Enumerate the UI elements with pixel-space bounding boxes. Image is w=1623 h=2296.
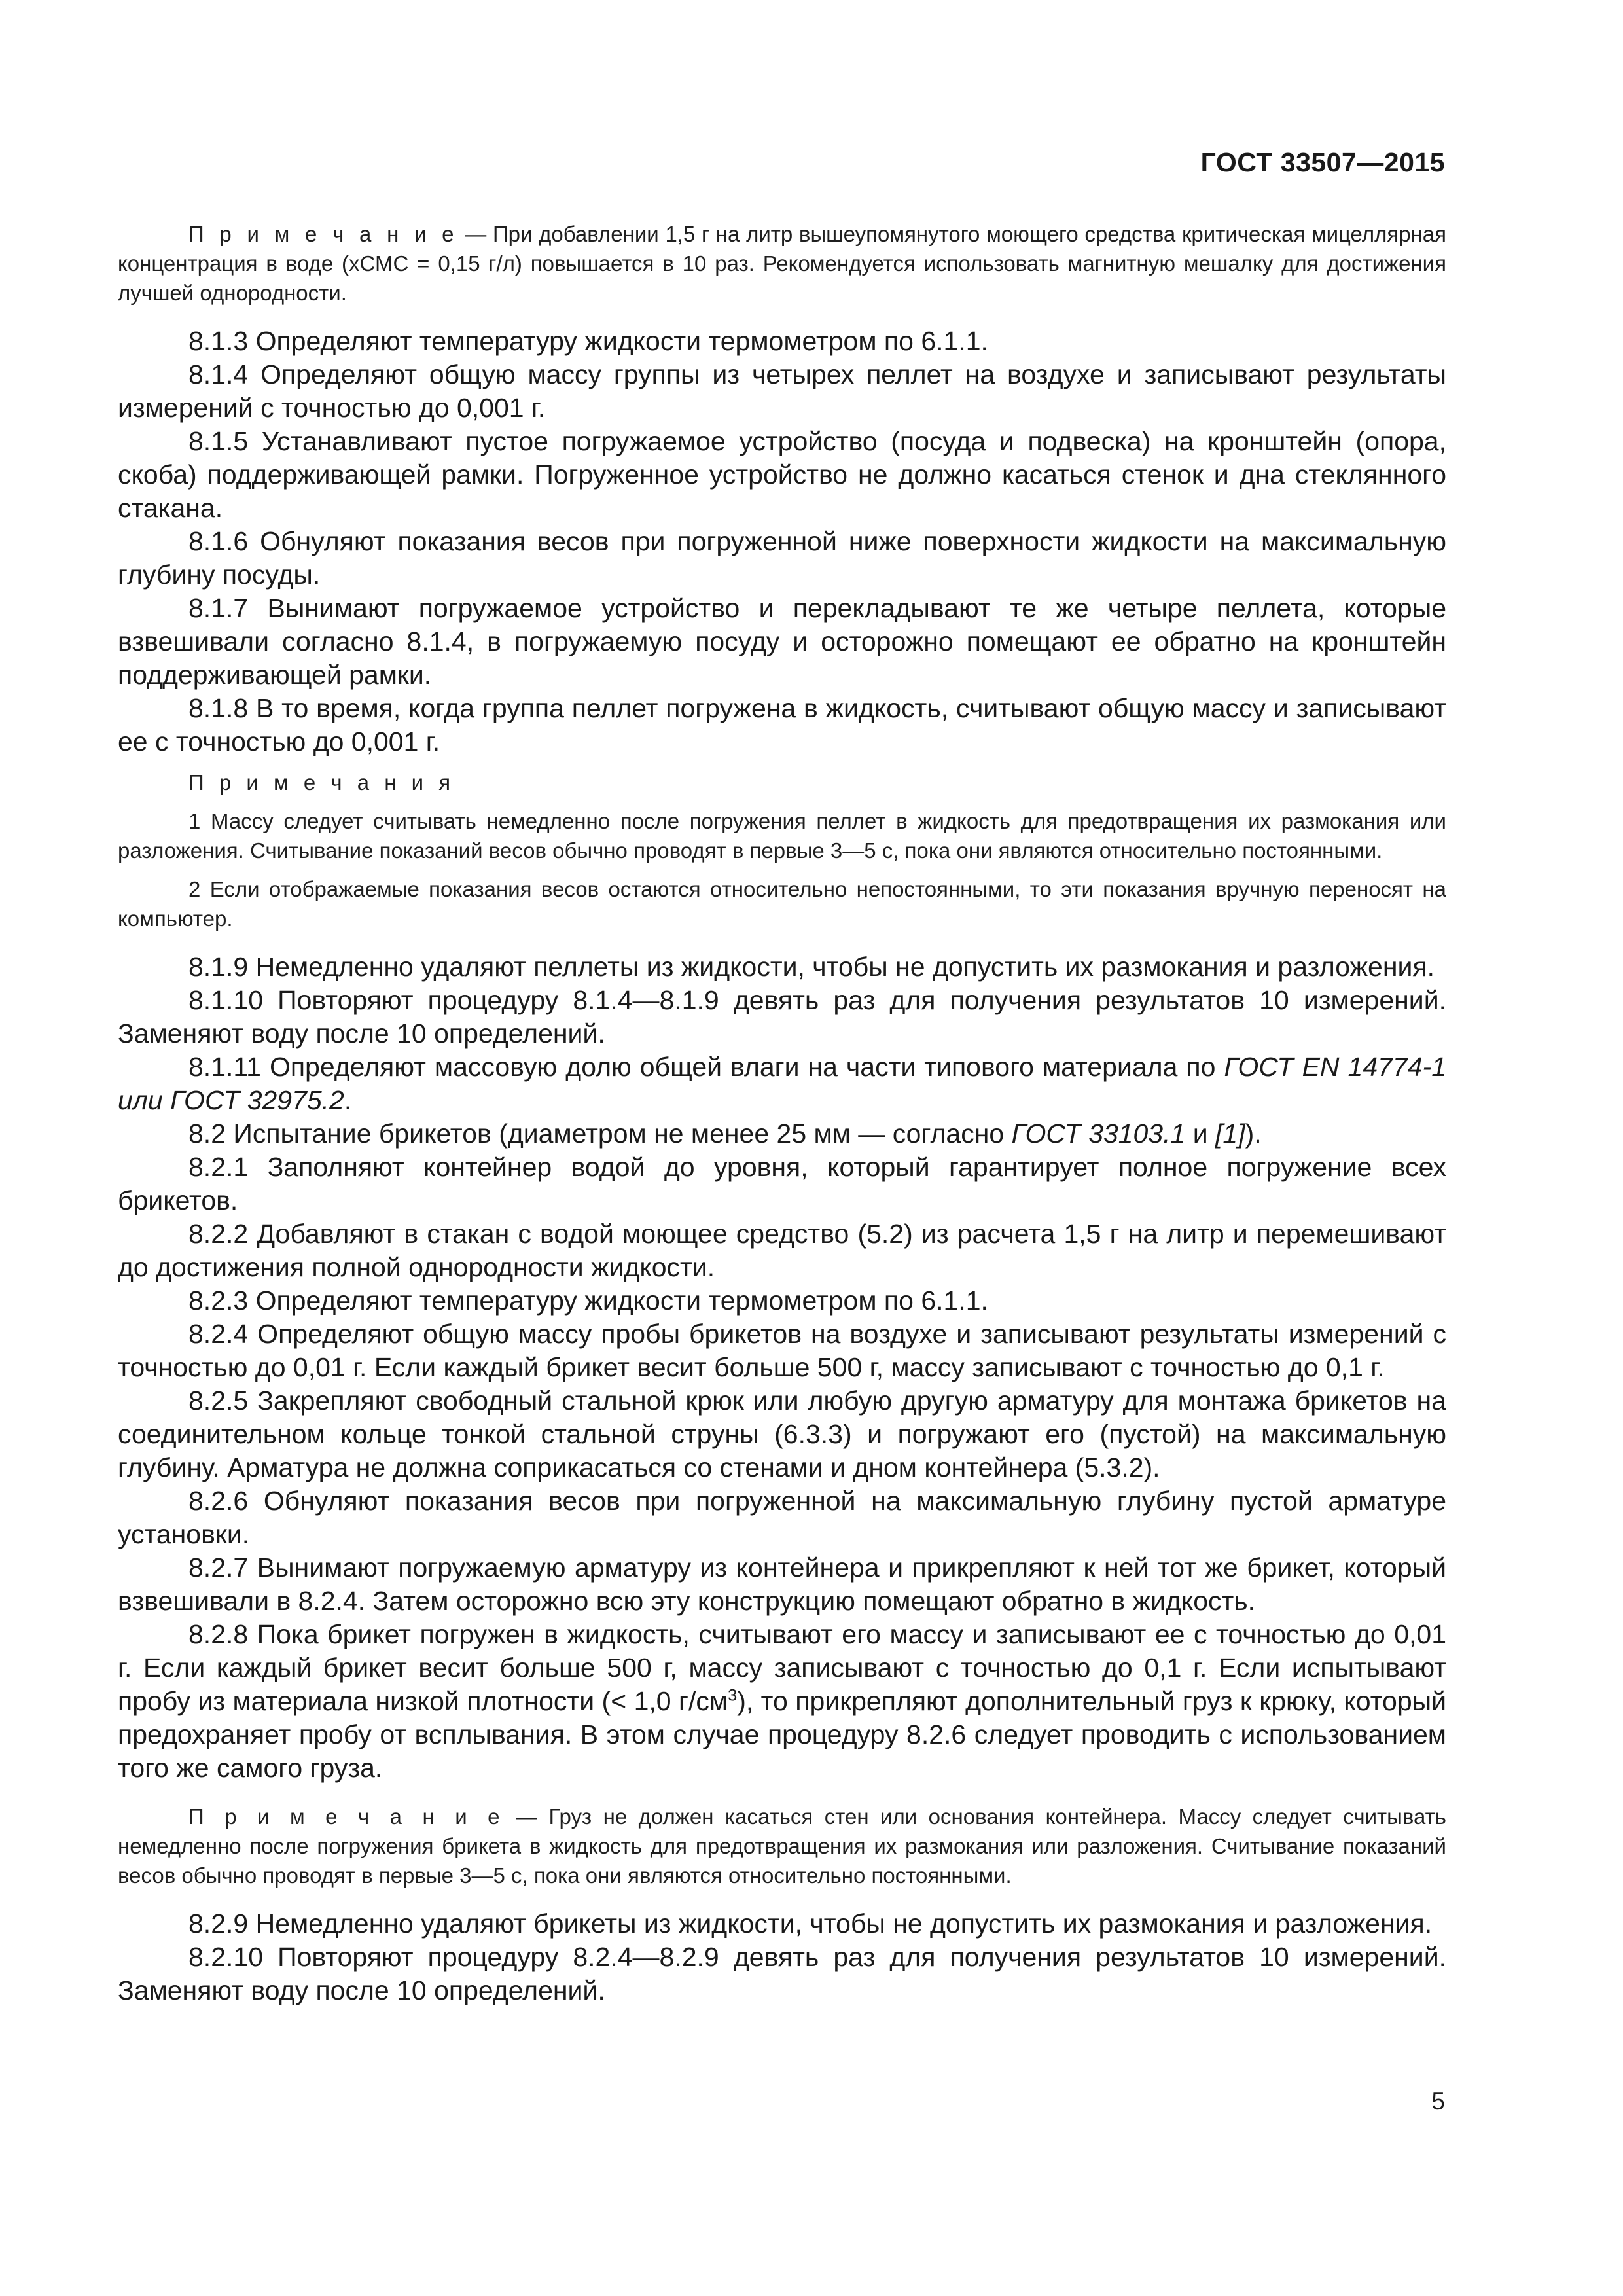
clause-8-2-4: 8.2.4 Определяют общую массу пробы брикетов на воздухе и записывают результаты измерений с точностью до 0,01 г. Если каждый брикет весит больше 500 г, массу записывают с точностью до 0,1 г.	[118, 1319, 1446, 1382]
clause-8-1-11-text: 8.1.11 Определяют массовую долю общей влаги на части типового материала по	[188, 1052, 1224, 1082]
clause-8-1-7: 8.1.7 Вынимают погружаемое устройство и перекладывают те же четыре пеллета, которые взвешивали согласно 8.1.4, в погружаемую посуду и осторожно помещают ее обратно на кронштейн поддерживающей рамки.	[118, 593, 1446, 690]
note-1: 1 Массу следует считывать немедленно после погружения пеллет в жидкость для предотвращения их размокания или разложения. Считывание показаний весов обычно проводят в первые 3—5 с, пока они являются относительно постоянными.	[118, 809, 1446, 863]
clause-8-1-9: 8.1.9 Немедленно удаляют пеллеты из жидкости, чтобы не допустить их размокания и разложения.	[188, 952, 1435, 982]
clause-8-1-8: 8.1.8 В то время, когда группа пеллет погружена в жидкость, считывают общую массу и записывают ее с точностью до 0,001 г.	[118, 693, 1446, 757]
standard-reference: ГОСТ 33103.1	[1011, 1119, 1186, 1149]
clause-8-2-8	[118, 1618, 1446, 1785]
clause-8-2-9: 8.2.9 Немедленно удаляют брикеты из жидкости, чтобы не допустить их размокания и разложения.	[188, 1909, 1433, 1939]
clause-8-2-1: 8.2.1 Заполняют контейнер водой до уровня, который гарантирует полное погружение всех брикетов.	[118, 1152, 1446, 1215]
clause-8-2-mid: и	[1185, 1119, 1215, 1149]
note-text: — Груз не должен касаться стен или основания контейнера. Массу следует считывать немедленно после погружения брикета в жидкость для предотвращения их размокания или разложения. Считывание показаний весов обычно проводят в первые 3—5 с, пока они являются относительно постоянными.	[118, 1804, 1446, 1888]
bibliography-reference: [1]	[1215, 1119, 1245, 1149]
clause-8-2-2: 8.2.2 Добавляют в стакан с водой моющее средство (5.2) из расчета 1,5 г на литр и перемешивают до достижения полной однородности жидкости.	[118, 1219, 1446, 1282]
standard-designation: ГОСТ 33507—2015	[1200, 147, 1445, 177]
notes-label: П р и м е ч а н и я	[188, 770, 455, 795]
clause-8-2-6: 8.2.6 Обнуляют показания весов при погруженной на максимальную глубину пустой арматуре установки.	[118, 1486, 1446, 1549]
clause-8-1-3: 8.1.3 Определяют температуру жидкости термометром по 6.1.1.	[188, 326, 988, 356]
clause-8-1-5: 8.1.5 Устанавливают пустое погружаемое устройство (посуда и подвеска) на кронштейн (опора, скоба) поддерживающей рамки. Погруженное устройство не должно касаться стенок и дна стеклянного стакана.	[118, 426, 1446, 523]
clause-8-2-end: ).	[1245, 1119, 1262, 1149]
clause-8-2-3: 8.2.3 Определяют температуру жидкости термометром по 6.1.1.	[188, 1285, 988, 1316]
standard-reference: ГОСТ EN 14774-1 или ГОСТ 32975.2	[118, 1052, 1447, 1115]
note-label: П р и м е ч а н и е	[188, 1804, 505, 1829]
clause-8-1-11-end: .	[344, 1085, 352, 1115]
note-weight	[118, 1802, 1446, 1890]
clause-8-2-7: 8.2.7 Вынимают погружаемую арматуру из контейнера и прикрепляют к ней тот же брикет, который взвешивали в 8.2.4. Затем осторожно всю эту конструкцию помещают обратно в жидкость.	[118, 1552, 1446, 1616]
note-label: П р и м е ч а н и е	[188, 222, 459, 246]
clause-8-2-text: 8.2 Испытание брикетов (диаметром не менее 25 мм — согласно	[188, 1119, 1012, 1149]
clause-8-1-11	[118, 1050, 1446, 1117]
clause-8-2-8-text-cont: ), то прикрепляют дополнительный груз к крюку, который предохраняет пробу от всплывания. В этом случае процедуру 8.2.6 следует проводить с использованием того же самого груза.	[118, 1686, 1446, 1783]
note-text: — При добавлении 1,5 г на литр вышеупомянутого моющего средства критическая мицеллярная концентрация в воде (хСМС = 0,15 г/л) повышается в 10 раз. Рекомендуется использовать магнитную мешалку для достижения лучшей однородности.	[118, 222, 1446, 305]
page-body	[118, 219, 1446, 2007]
clause-8-2-5: 8.2.5 Закрепляют свободный стальной крюк или любую другую арматуру для монтажа брикетов на соединительном кольце тонкой стальной струны (6.3.3) и погружают его (пустой) на максимальную глубину. Арматура не должна соприкасаться со стенами и дном контейнера (5.3.2).	[118, 1386, 1446, 1482]
clause-8-1-6: 8.1.6 Обнуляют показания весов при погруженной ниже поверхности жидкости на максимальную глубину посуды.	[118, 526, 1446, 590]
notes-heading	[118, 768, 1446, 797]
note-critical-micelle	[118, 219, 1446, 308]
note-2: 2 Если отображаемые показания весов остаются относительно непостоянными, то эти показания вручную переносят на компьютер.	[118, 877, 1446, 931]
superscript-3: 3	[728, 1686, 738, 1705]
clause-8-1-10: 8.1.10 Повторяют процедуру 8.1.4—8.1.9 девять раз для получения результатов 10 измерений. Заменяют воду после 10 определений.	[118, 985, 1446, 1049]
page-number: 5	[1431, 2088, 1445, 2115]
clause-8-2-8-text: 8.2.8 Пока брикет погружен в жидкость, считывают его массу и записывают ее с точностью до 0,01 г. Если каждый брикет весит больше 500 г, массу записывают с точностью до 0,1 г. Если испытывают пробу из материала низкой плотности (< 1,0 г/см	[118, 1619, 1446, 1716]
clause-8-2	[118, 1117, 1446, 1151]
clause-8-2-10: 8.2.10 Повторяют процедуру 8.2.4—8.2.9 девять раз для получения результатов 10 измерений. Заменяют воду после 10 определений.	[118, 1942, 1446, 2005]
clause-8-1-4: 8.1.4 Определяют общую массу группы из четырех пеллет на воздухе и записывают результаты измерений с точностью до 0,001 г.	[118, 359, 1446, 423]
